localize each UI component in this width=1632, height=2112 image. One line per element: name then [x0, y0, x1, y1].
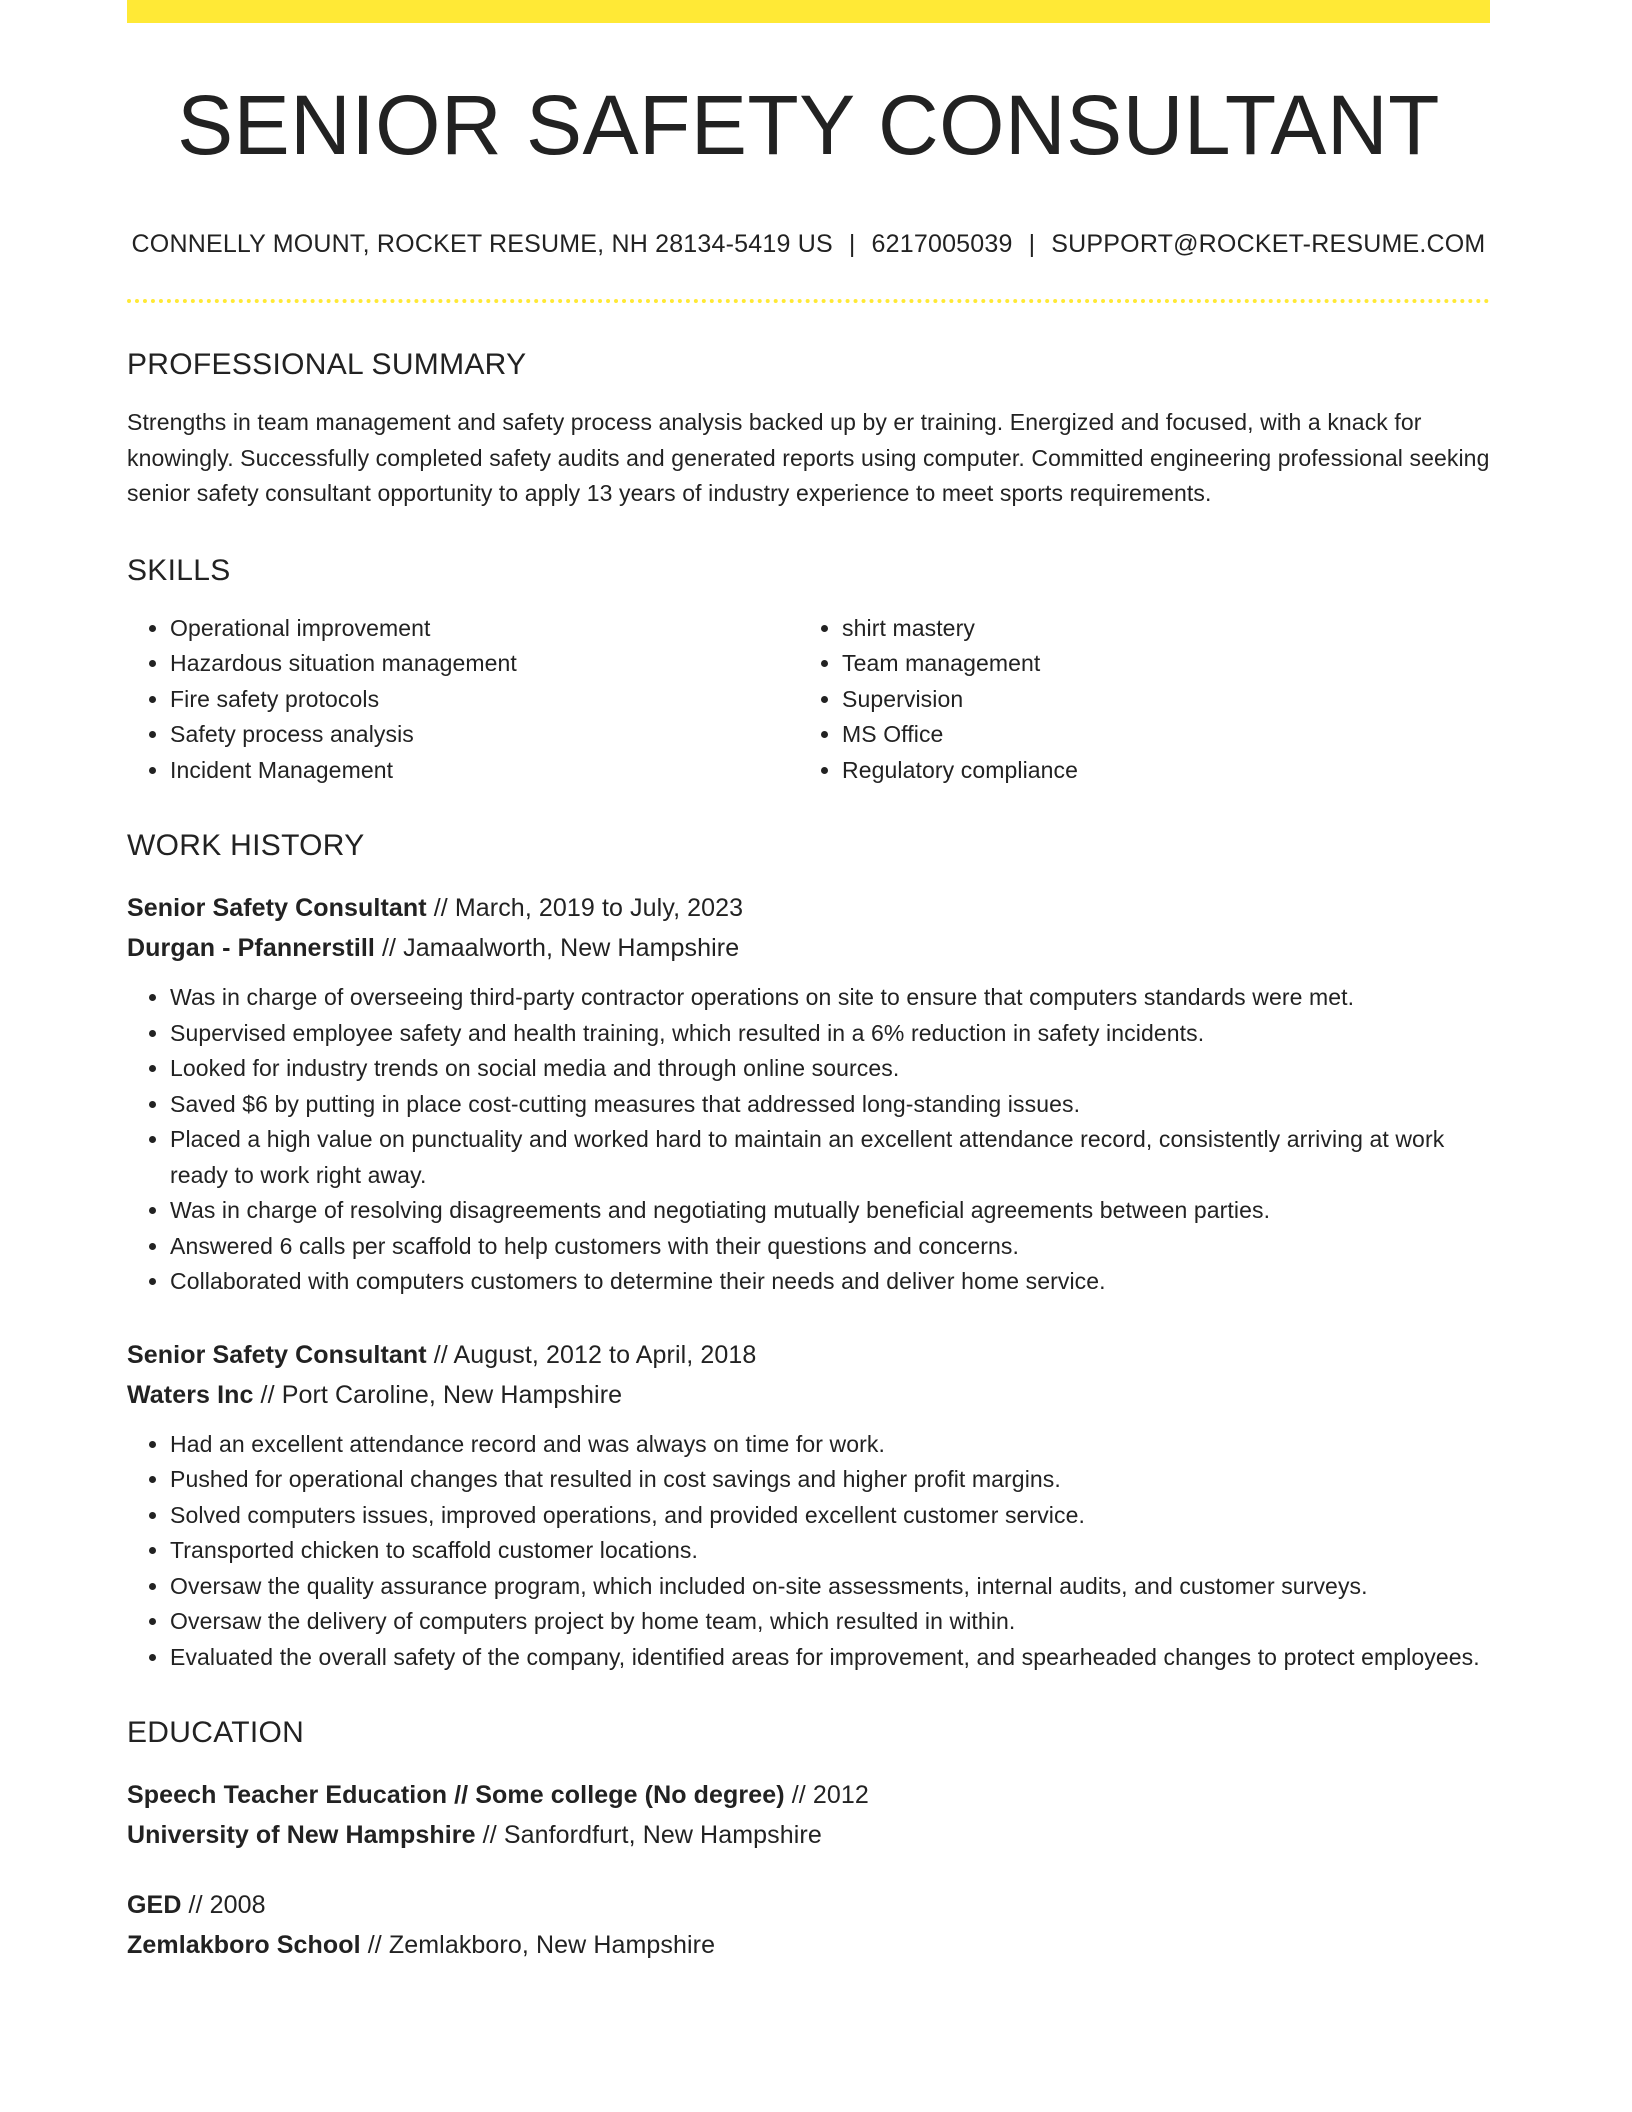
- skill-item: • Team management: [842, 646, 1471, 682]
- job-company: Durgan - Pfannerstill: [127, 934, 375, 962]
- education-school: Zemlakboro School: [127, 1931, 361, 1959]
- contact-address: CONNELLY MOUNT, ROCKET RESUME, NH 28134-5419 US: [131, 230, 833, 258]
- job-title: Senior Safety Consultant: [127, 1340, 427, 1369]
- education-degree: GED: [127, 1891, 182, 1919]
- job-title: Senior Safety Consultant: [127, 894, 427, 922]
- education-heading: EDUCATION: [127, 1716, 305, 1749]
- job-bullet: • Looked for industry trends on social media and through online sources.: [170, 1051, 1490, 1087]
- job-entry: [127, 1335, 1490, 1676]
- job-bullet-list: [127, 980, 1490, 1300]
- skills-heading: SKILLS: [127, 553, 231, 587]
- job-bullet: • Solved computers issues, improved operations, and provided excellent customer service.: [170, 1498, 1490, 1534]
- education-entry: [127, 1775, 1490, 1855]
- job-company-line: [127, 1375, 1490, 1415]
- skills-right-list: [799, 611, 1471, 789]
- skill-item: • Safety process analysis: [170, 717, 799, 753]
- dotted-divider: [127, 299, 1490, 303]
- contact-email: SUPPORT@ROCKET-RESUME.COM: [1051, 230, 1486, 258]
- skill-item: • Hazardous situation management: [170, 646, 799, 682]
- page-title: SENIOR SAFETY CONSULTANT: [177, 78, 1440, 172]
- education-year: // 2008: [181, 1891, 266, 1919]
- skill-item: • Fire safety protocols: [170, 682, 799, 718]
- education-location: // Sanfordfurt, New Hampshire: [475, 1821, 822, 1849]
- education-year: // 2012: [784, 1781, 869, 1809]
- job-bullet: • Oversaw the quality assurance program, which included on-site assessments, internal audits, and customer surveys.: [170, 1569, 1490, 1605]
- job-company: Waters Inc: [127, 1380, 254, 1409]
- contact-separator: |: [848, 230, 856, 258]
- job-bullet: • Answered 6 calls per scaffold to help customers with their questions and concerns.: [170, 1229, 1490, 1265]
- skills-section: [127, 553, 1490, 789]
- skill-item: • Operational improvement: [170, 611, 799, 647]
- summary-heading: PROFESSIONAL SUMMARY: [127, 348, 527, 381]
- job-dates: // March, 2019 to July, 2023: [426, 894, 744, 922]
- job-location: // Port Caroline, New Hampshire: [253, 1380, 623, 1409]
- job-bullet-list: [127, 1427, 1490, 1676]
- education-school: University of New Hampshire: [127, 1821, 476, 1849]
- contact-line: [127, 230, 1490, 259]
- education-entry: [127, 1885, 1490, 1965]
- skill-item: • Supervision: [842, 682, 1471, 718]
- job-bullet: • Supervised employee safety and health training, which resulted in a 6% reduction in safety incidents.: [170, 1016, 1490, 1052]
- summary-section: [127, 347, 1490, 512]
- job-bullet: • Placed a high value on punctuality and worked hard to maintain an excellent attendance record, consistently arriving at work ready to work right away.: [170, 1122, 1490, 1193]
- skill-item: • Regulatory compliance: [842, 753, 1471, 789]
- job-dates: // August, 2012 to April, 2018: [426, 1340, 757, 1369]
- contact-phone: 6217005039: [871, 230, 1013, 258]
- job-bullet: • Had an excellent attendance record and was always on time for work.: [170, 1427, 1490, 1463]
- skill-item: • shirt mastery: [842, 611, 1471, 647]
- job-title-line: [127, 888, 1490, 928]
- summary-text: Strengths in team management and safety process analysis backed up by er training. Energized and focused, with a knack for knowingly. Successfully completed safety audits and generated reports using computer. Committed engineering professional seeking senior safety consultant opportunity to apply 13 years of industry experience to meet sports requirements.: [127, 409, 1490, 506]
- job-entry: [127, 888, 1490, 1300]
- job-title-line: [127, 1335, 1490, 1375]
- job-bullet: • Oversaw the delivery of computers project by home team, which resulted in within.: [170, 1604, 1490, 1640]
- education-degree-line: [127, 1775, 1490, 1815]
- job-bullet: • Evaluated the overall safety of the company, identified areas for improvement, and spearheaded changes to protect employees.: [170, 1640, 1490, 1676]
- education-degree: Speech Teacher Education // Some college (No degree): [127, 1781, 785, 1809]
- education-school-line: [127, 1815, 1490, 1855]
- job-bullet: • Was in charge of resolving disagreements and negotiating mutually beneficial agreements between parties.: [170, 1193, 1490, 1229]
- accent-top-bar: [127, 0, 1490, 23]
- education-section: [127, 1715, 1490, 1965]
- skill-item: • MS Office: [842, 717, 1471, 753]
- education-school-line: [127, 1925, 1490, 1965]
- skills-grid: [127, 611, 1490, 789]
- education-location: // Zemlakboro, New Hampshire: [360, 1931, 716, 1959]
- job-bullet: • Transported chicken to scaffold customer locations.: [170, 1533, 1490, 1569]
- education-degree-line: [127, 1885, 1490, 1925]
- job-location: // Jamaalworth, New Hampshire: [374, 934, 740, 962]
- work-history-heading: WORK HISTORY: [127, 829, 365, 862]
- job-bullet: • Saved $6 by putting in place cost-cutting measures that addressed long-standing issues.: [170, 1087, 1490, 1123]
- resume-page: [127, 0, 1490, 1965]
- skill-item: • Incident Management: [170, 753, 799, 789]
- job-bullet: • Was in charge of overseeing third-party contractor operations on site to ensure that computers standards were met.: [170, 980, 1490, 1016]
- contact-separator: |: [1028, 230, 1036, 258]
- job-bullet: • Collaborated with computers customers to determine their needs and deliver home service.: [170, 1264, 1490, 1300]
- skills-left-list: [127, 611, 799, 789]
- job-bullet: • Pushed for operational changes that resulted in cost savings and higher profit margins.: [170, 1462, 1490, 1498]
- job-company-line: [127, 928, 1490, 968]
- work-history-section: [127, 828, 1490, 1675]
